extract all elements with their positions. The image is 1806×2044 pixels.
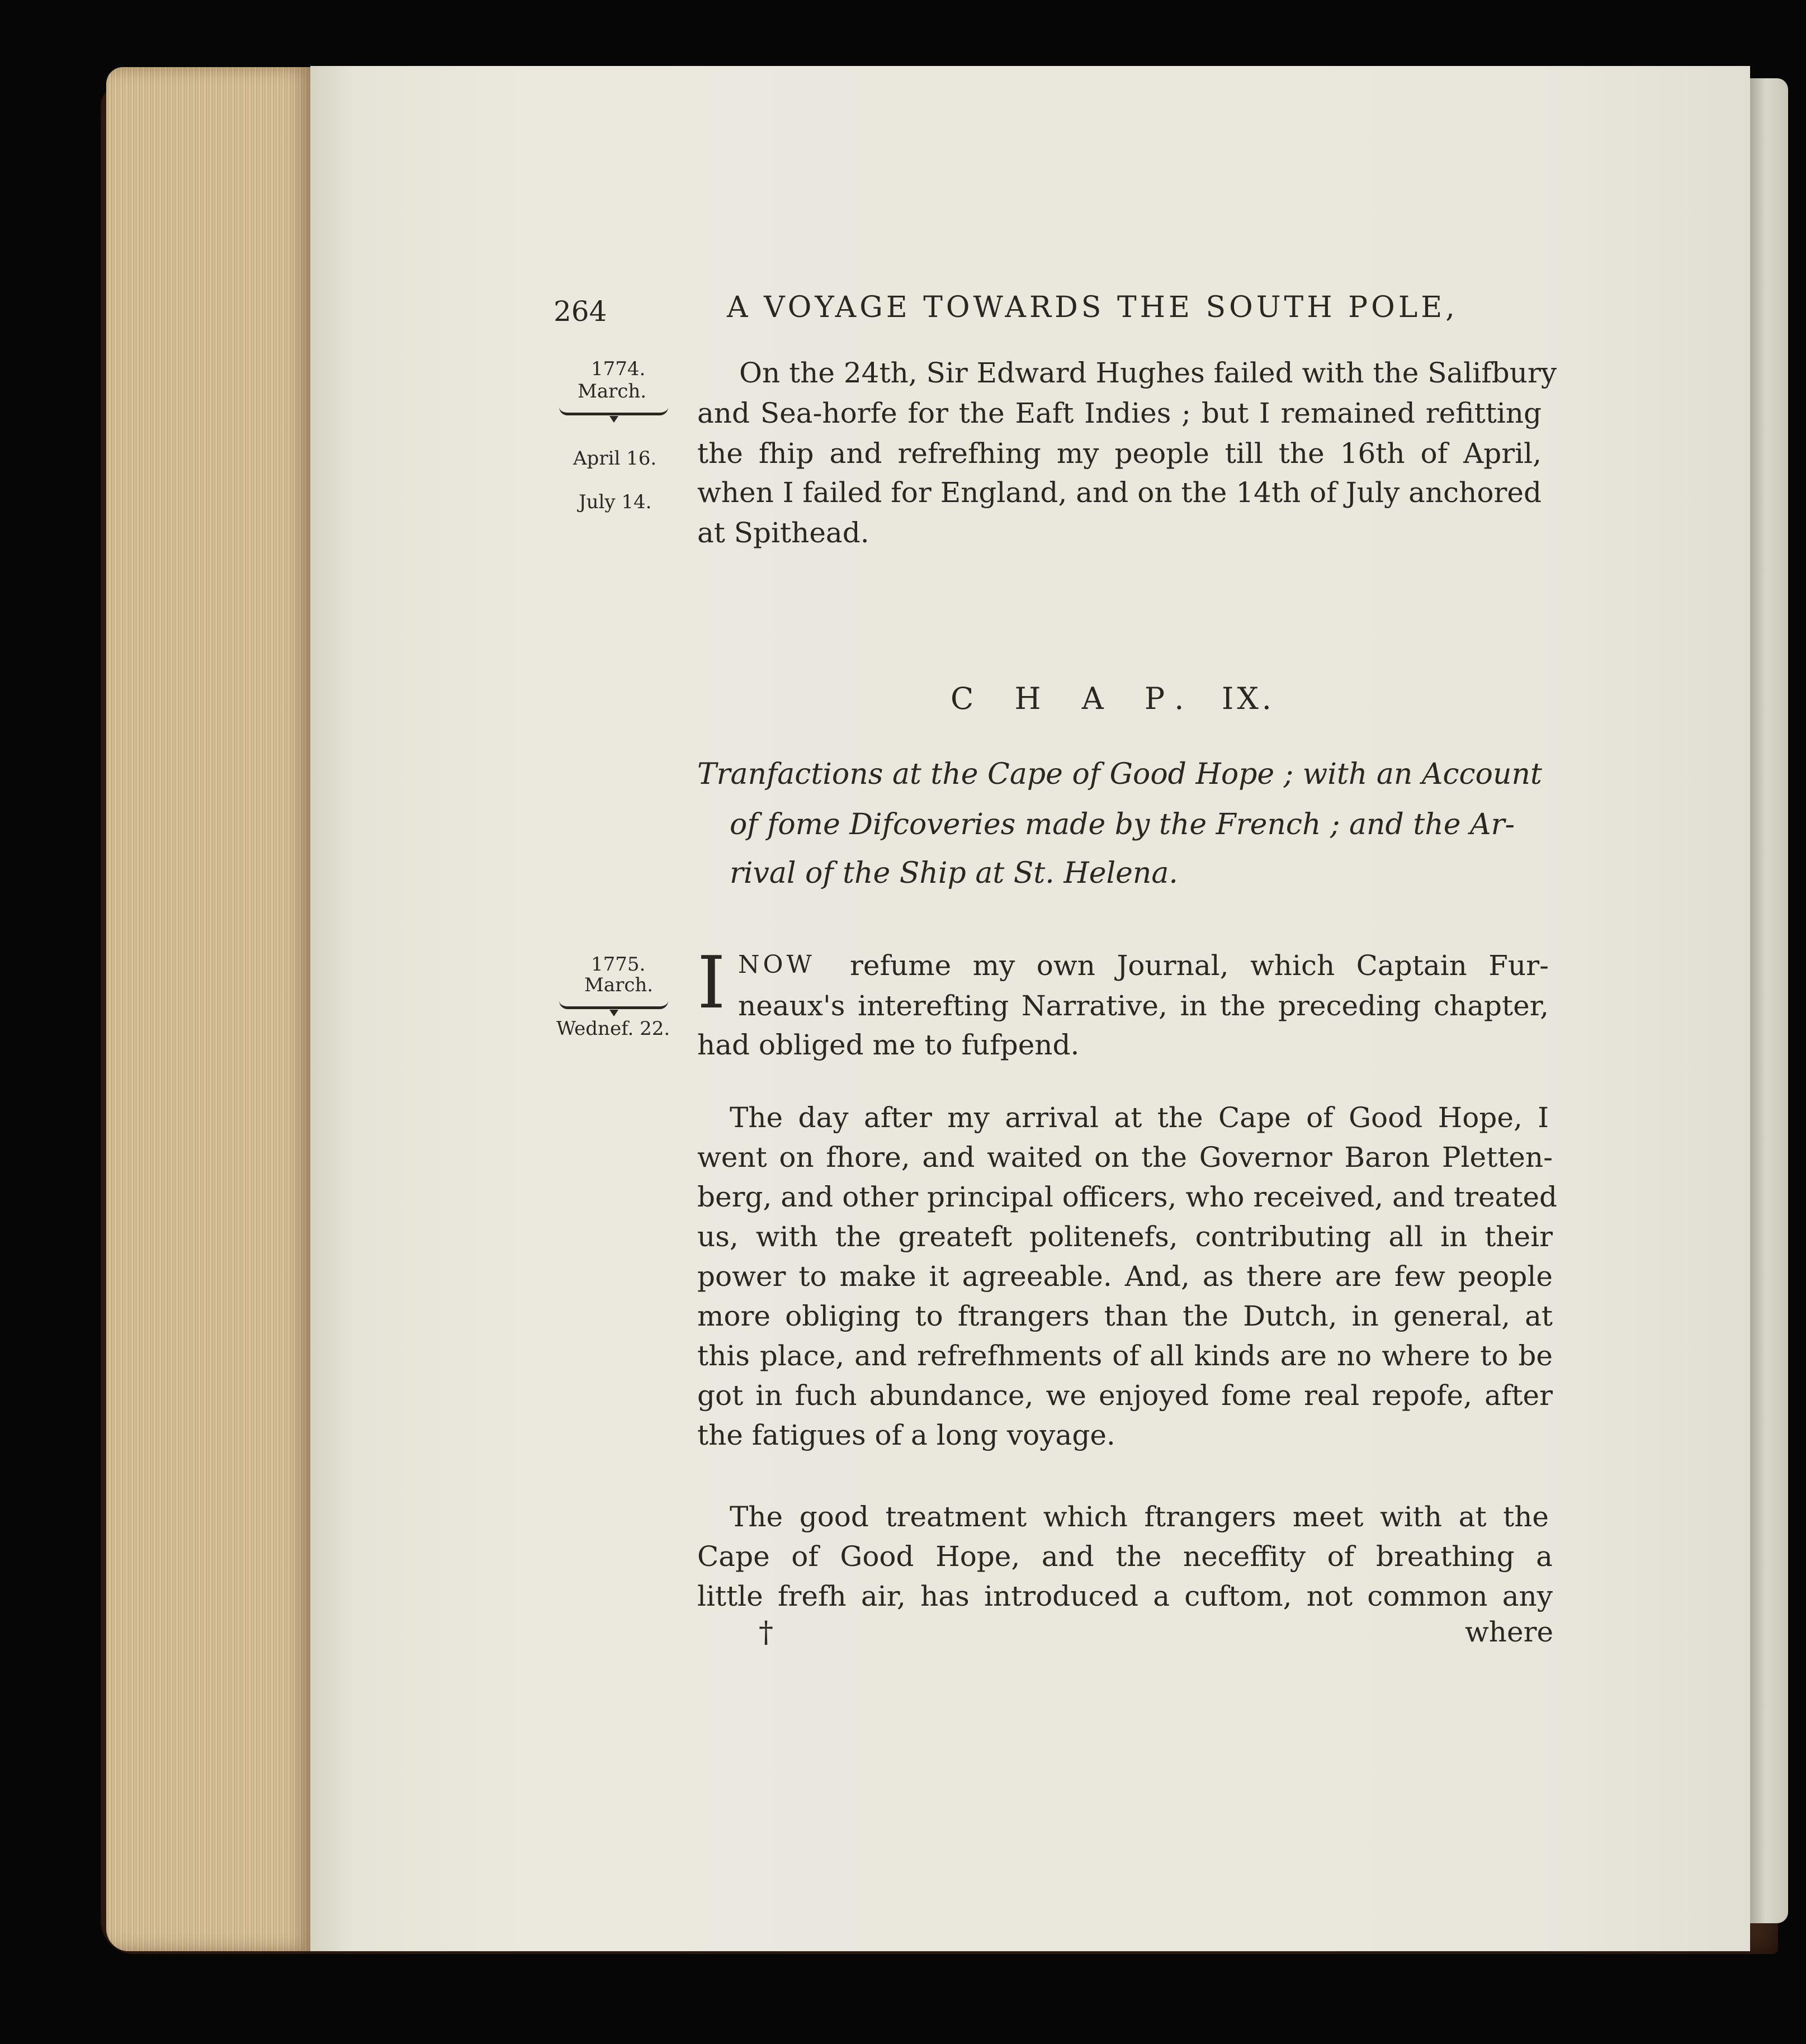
chapter-subtitle-line-1: Tranfactions at the Cape of Good Hope ; with an Account: [697, 758, 1542, 791]
para3-line-1: The day after my arrival at the Cape of Good Hope, I: [730, 1101, 1549, 1134]
para1-line-4: when I failed for England, and on the 14th of July anchored: [697, 476, 1542, 509]
facing-page-edge: [1749, 78, 1788, 1923]
para1-line-5: at Spithead.: [697, 517, 869, 549]
para2-first-word: NOW: [738, 950, 815, 979]
para3-line-9: the fatigues of a long voyage.: [697, 1419, 1115, 1451]
para4-line-2: Cape of Good Hope, and the neceffity of breathing a: [697, 1540, 1553, 1573]
margin-brace-tip-1774: [609, 416, 618, 423]
margin-year-1775: 1775.: [591, 953, 646, 976]
chapter-number: IX.: [1222, 681, 1275, 716]
para3-line-8: got in fuch abundance, we enjoyed fome real repofe, after: [697, 1379, 1553, 1412]
para1-line-2: and Sea-horfe for the Eaft Indies ; but I remained refitting: [697, 397, 1542, 429]
margin-month-1774: March.: [578, 380, 647, 403]
margin-july: July 14.: [579, 491, 652, 513]
chapter-label: C H A P.: [951, 681, 1200, 716]
para2-line-3: had obliged me to fufpend.: [697, 1029, 1080, 1061]
para3-line-3: berg, and other principal officers, who received, and treated: [697, 1181, 1558, 1213]
para3-line-7: this place, and refrefhments of all kinds are no where to be: [697, 1340, 1553, 1372]
para1-line-3: the fhip and refrefhing my people till the 16th of April,: [697, 437, 1542, 470]
para3-line-2: went on fhore, and waited on the Governor Baron Pletten-: [697, 1141, 1553, 1174]
para3-line-4: us, with the greateft politenefs, contributing all in their: [697, 1220, 1553, 1253]
margin-brace-1775: [559, 1001, 668, 1009]
chapter-subtitle-line-2: of fome Difcoveries made by the French ; and the Ar-: [730, 808, 1515, 841]
margin-wednes: Wednef. 22.: [556, 1018, 670, 1040]
para2-line-1: refume my own Journal, which Captain Fur-: [850, 949, 1549, 982]
margin-brace-1774: [559, 407, 668, 415]
para1-line-1: On the 24th, Sir Edward Hughes failed with the Salifbury: [739, 357, 1557, 389]
para4-line-1: The good treatment which ftrangers meet with at the: [730, 1501, 1549, 1533]
page-number: 264: [554, 295, 607, 328]
catchword: where: [1465, 1616, 1554, 1648]
drop-cap: I: [697, 941, 726, 1025]
para3-line-5: power to make it agreeable. And, as there are few people: [697, 1260, 1553, 1293]
margin-brace-tip-1775: [609, 1010, 618, 1016]
margin-month-1775: March.: [584, 974, 654, 996]
para3-line-6: more obliging to ftrangers than the Dutch, in general, at: [697, 1300, 1553, 1332]
running-title: A VOYAGE TOWARDS THE SOUTH POLE,: [727, 291, 1458, 324]
page-edges: [106, 67, 313, 1951]
margin-year-1774: 1774.: [591, 358, 646, 380]
signature-mark: †: [759, 1616, 773, 1649]
para4-line-3: little frefh air, has introduced a cuftom, not common any: [697, 1580, 1553, 1612]
chapter-subtitle-line-3: rival of the Ship at St. Helena.: [730, 857, 1178, 890]
para2-line-2: neaux's interefting Narrative, in the preceding chapter,: [738, 990, 1549, 1022]
margin-april: April 16.: [573, 447, 657, 470]
